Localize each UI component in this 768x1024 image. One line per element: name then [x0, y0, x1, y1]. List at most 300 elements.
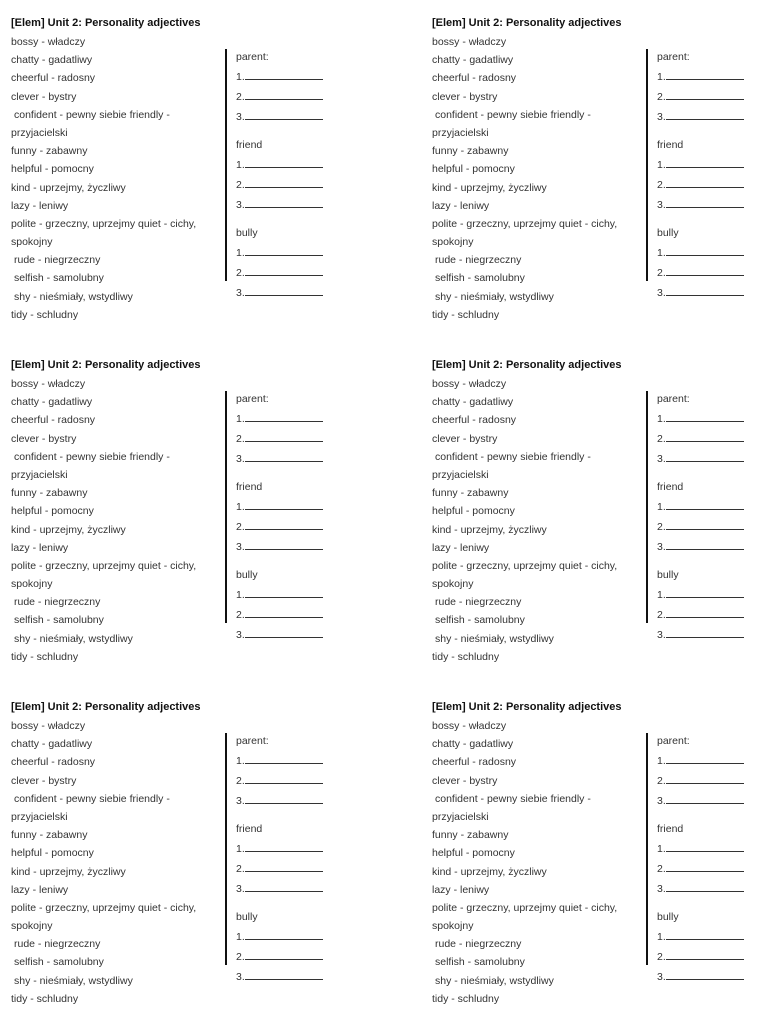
answer-number: 2. — [236, 951, 245, 963]
answer-line[interactable] — [245, 607, 323, 618]
answer-number: 1. — [657, 843, 666, 855]
answer-number: 1. — [236, 413, 245, 425]
answer-blank[interactable] — [657, 969, 757, 989]
answer-number: 2. — [657, 609, 666, 621]
vocabulary-item: kind - uprzejmy, życzliwy — [11, 181, 126, 194]
vocabulary-item: przyjacielski — [11, 468, 68, 481]
answer-number: 2. — [657, 267, 666, 279]
vocabulary-item: bossy - władczy — [11, 720, 86, 732]
vocabulary-list — [11, 15, 229, 324]
vocabulary-item: lazy - leniwy — [11, 541, 69, 554]
category-label: friend — [236, 481, 263, 493]
category-label: friend — [657, 139, 684, 151]
answer-number: 1. — [236, 843, 245, 855]
answer-blank[interactable] — [236, 411, 336, 431]
vocabulary-item: funny - zabawny — [432, 829, 509, 842]
answer-blank[interactable] — [236, 89, 336, 109]
vocabulary-item: rude - niegrzeczny — [14, 254, 101, 267]
answer-line[interactable] — [245, 411, 323, 422]
vocabulary-item: polite - grzeczny, uprzejmy quiet - cichy, — [11, 901, 197, 914]
answer-number: 1. — [657, 159, 666, 171]
answer-number: 3. — [657, 111, 666, 123]
answer-blank[interactable] — [657, 177, 757, 197]
answer-number: 1. — [657, 931, 666, 943]
answer-section — [657, 49, 757, 305]
vocabulary-item: bossy - władczy — [432, 720, 507, 732]
answer-line[interactable] — [666, 499, 744, 510]
vocabulary-item: helpful - pomocny — [432, 847, 515, 860]
vocabulary-item: przyjacielski — [11, 126, 68, 139]
vocabulary-item: rude - niegrzeczny — [435, 938, 522, 951]
answer-blank[interactable] — [657, 89, 757, 109]
answer-blank[interactable] — [657, 519, 757, 539]
answer-number: 2. — [657, 433, 666, 445]
answer-blank[interactable] — [657, 451, 757, 471]
vocabulary-item: lazy - leniwy — [432, 199, 490, 212]
answer-number: 2. — [657, 863, 666, 875]
answer-number: 3. — [236, 287, 245, 299]
divider-line — [225, 391, 227, 623]
answer-number: 1. — [236, 247, 245, 259]
answer-number: 3. — [236, 629, 245, 641]
vocabulary-item: confident - pewny siebie friendly - — [435, 792, 591, 805]
vocabulary-item: shy - nieśmiały, wstydliwy — [14, 290, 133, 303]
category-label: bully — [657, 569, 679, 581]
answer-number: 2. — [236, 863, 245, 875]
answer-line[interactable] — [245, 793, 323, 804]
vocabulary-item: lazy - leniwy — [11, 199, 69, 212]
vocabulary-item: kind - uprzejmy, życzliwy — [432, 523, 547, 536]
answer-line[interactable] — [666, 69, 744, 80]
answer-blank[interactable] — [657, 861, 757, 881]
vocabulary-item: clever - bystry — [11, 774, 77, 787]
answer-blank[interactable] — [657, 285, 757, 305]
vocabulary-list — [11, 699, 229, 1008]
answer-blank[interactable] — [657, 411, 757, 431]
answer-number: 2. — [657, 775, 666, 787]
answer-number: 2. — [236, 179, 245, 191]
answer-blank[interactable] — [236, 499, 336, 519]
answer-number: 1. — [657, 501, 666, 513]
answer-blank[interactable] — [236, 157, 336, 177]
vocabulary-item: polite - grzeczny, uprzejmy quiet - cichy, — [11, 217, 197, 230]
vocabulary-item: selfish - samolubny — [14, 272, 104, 285]
vocabulary-list — [432, 699, 650, 1008]
category-label: friend — [236, 139, 263, 151]
vocabulary-item: spokojny — [11, 920, 53, 933]
answer-line[interactable] — [245, 539, 323, 550]
answer-number: 2. — [236, 91, 245, 103]
answer-line[interactable] — [666, 929, 744, 940]
answer-number: 3. — [657, 541, 666, 553]
vocabulary-item: chatty - gadatliwy — [11, 54, 93, 67]
answer-number: 1. — [236, 931, 245, 943]
vocabulary-item: helpful - pomocny — [432, 163, 515, 176]
category-label: bully — [657, 911, 679, 923]
vocabulary-item: funny - zabawny — [432, 145, 509, 158]
answer-line[interactable] — [245, 157, 323, 168]
answer-section — [657, 391, 757, 647]
answer-blank[interactable] — [236, 881, 336, 901]
vocabulary-item: chatty - gadatliwy — [11, 396, 93, 409]
answer-blank[interactable] — [236, 969, 336, 989]
answer-number: 3. — [657, 883, 666, 895]
answer-line[interactable] — [666, 245, 744, 256]
answer-number: 3. — [657, 629, 666, 641]
answer-number: 3. — [657, 199, 666, 211]
answer-line[interactable] — [245, 881, 323, 892]
answer-number: 3. — [236, 541, 245, 553]
answer-number: 2. — [657, 179, 666, 191]
answer-blank[interactable] — [657, 69, 757, 89]
vocabulary-item: confident - pewny siebie friendly - — [14, 450, 170, 463]
vocabulary-item: cheerful - radosny — [11, 414, 96, 427]
category-label: parent: — [236, 51, 269, 63]
answer-blank[interactable] — [236, 627, 336, 647]
answer-number: 1. — [657, 247, 666, 259]
vocabulary-item: rude - niegrzeczny — [435, 254, 522, 267]
vocabulary-item: selfish - samolubny — [435, 272, 525, 285]
vocabulary-item: bossy - władczy — [432, 378, 507, 390]
answer-blank[interactable] — [236, 949, 336, 969]
answer-line[interactable] — [245, 753, 323, 764]
answer-blank[interactable] — [657, 881, 757, 901]
vocabulary-item: spokojny — [432, 236, 474, 249]
vocabulary-item: shy - nieśmiały, wstydliwy — [14, 632, 133, 645]
worksheet-title: [Elem] Unit 2: Personality adjectives — [11, 359, 201, 371]
answer-number: 1. — [657, 413, 666, 425]
vocabulary-item: kind - uprzejmy, życzliwy — [11, 865, 126, 878]
worksheet-card — [432, 15, 768, 335]
vocabulary-item: polite - grzeczny, uprzejmy quiet - cichy, — [432, 901, 618, 914]
answer-number: 3. — [657, 971, 666, 983]
answer-line[interactable] — [666, 451, 744, 462]
vocabulary-item: cheerful - radosny — [432, 756, 517, 769]
category-label: bully — [236, 569, 258, 581]
answer-line[interactable] — [666, 539, 744, 550]
answer-number: 1. — [657, 589, 666, 601]
category-label: parent: — [657, 393, 690, 405]
answer-number: 1. — [236, 71, 245, 83]
worksheet-title: [Elem] Unit 2: Personality adjectives — [432, 701, 622, 713]
answer-number: 3. — [236, 111, 245, 123]
vocabulary-item: tidy - schludny — [11, 992, 79, 1005]
answer-blank[interactable] — [236, 519, 336, 539]
answer-line[interactable] — [245, 89, 323, 100]
answer-section — [236, 391, 336, 647]
vocabulary-item: helpful - pomocny — [11, 505, 94, 518]
answer-line[interactable] — [245, 587, 323, 598]
category-label: parent: — [657, 735, 690, 747]
vocabulary-item: clever - bystry — [432, 90, 498, 103]
answer-line[interactable] — [245, 773, 323, 784]
answer-blank[interactable] — [657, 929, 757, 949]
vocabulary-item: helpful - pomocny — [11, 847, 94, 860]
answer-blank[interactable] — [657, 753, 757, 773]
vocabulary-item: shy - nieśmiały, wstydliwy — [435, 632, 554, 645]
answer-number: 1. — [657, 71, 666, 83]
vocabulary-item: przyjacielski — [432, 126, 489, 139]
worksheet-card — [11, 699, 391, 1019]
category-label: bully — [236, 911, 258, 923]
vocabulary-item: rude - niegrzeczny — [14, 596, 101, 609]
answer-line[interactable] — [666, 587, 744, 598]
answer-blank[interactable] — [236, 587, 336, 607]
vocabulary-item: funny - zabawny — [432, 487, 509, 500]
answer-blank[interactable] — [236, 245, 336, 265]
vocabulary-item: funny - zabawny — [11, 829, 88, 842]
vocabulary-item: shy - nieśmiały, wstydliwy — [14, 974, 133, 987]
answer-line[interactable] — [666, 607, 744, 618]
vocabulary-item: tidy - schludny — [11, 650, 79, 663]
answer-line[interactable] — [245, 969, 323, 980]
answer-line[interactable] — [245, 499, 323, 510]
answer-blank[interactable] — [657, 793, 757, 813]
vocabulary-item: spokojny — [11, 578, 53, 591]
answer-blank[interactable] — [657, 265, 757, 285]
answer-line[interactable] — [666, 861, 744, 872]
answer-blank[interactable] — [236, 197, 336, 217]
answer-blank[interactable] — [657, 197, 757, 217]
answer-blank[interactable] — [236, 861, 336, 881]
answer-number: 3. — [657, 287, 666, 299]
worksheet-card — [432, 699, 768, 1019]
vocabulary-item: polite - grzeczny, uprzejmy quiet - cichy, — [11, 559, 197, 572]
answer-number: 2. — [236, 267, 245, 279]
answer-number: 2. — [657, 91, 666, 103]
vocabulary-item: chatty - gadatliwy — [432, 396, 514, 409]
answer-blank[interactable] — [236, 929, 336, 949]
vocabulary-item: spokojny — [432, 920, 474, 933]
answer-blank[interactable] — [657, 109, 757, 129]
vocabulary-item: helpful - pomocny — [11, 163, 94, 176]
answer-line[interactable] — [666, 773, 744, 784]
category-label: parent: — [657, 51, 690, 63]
answer-number: 3. — [236, 971, 245, 983]
vocabulary-item: clever - bystry — [11, 432, 77, 445]
vocabulary-item: clever - bystry — [432, 432, 498, 445]
answer-blank[interactable] — [236, 793, 336, 813]
worksheet-title: [Elem] Unit 2: Personality adjectives — [432, 17, 622, 29]
vocabulary-list — [432, 357, 650, 666]
vocabulary-item: selfish - samolubny — [14, 614, 104, 627]
answer-number: 3. — [236, 883, 245, 895]
category-label: bully — [657, 227, 679, 239]
divider-line — [646, 733, 648, 965]
answer-line[interactable] — [245, 861, 323, 872]
answer-line[interactable] — [245, 197, 323, 208]
vocabulary-item: bossy - władczy — [11, 36, 86, 48]
vocabulary-item: rude - niegrzeczny — [14, 938, 101, 951]
vocabulary-item: lazy - leniwy — [432, 541, 490, 554]
answer-number: 2. — [657, 951, 666, 963]
divider-line — [225, 733, 227, 965]
answer-blank[interactable] — [657, 539, 757, 559]
vocabulary-item: tidy - schludny — [432, 992, 500, 1005]
answer-blank[interactable] — [657, 773, 757, 793]
vocabulary-item: tidy - schludny — [432, 308, 500, 321]
vocabulary-item: shy - nieśmiały, wstydliwy — [435, 290, 554, 303]
vocabulary-item: clever - bystry — [432, 774, 498, 787]
vocabulary-item: lazy - leniwy — [11, 883, 69, 896]
answer-line[interactable] — [245, 245, 323, 256]
answer-line[interactable] — [245, 841, 323, 852]
worksheet-card — [11, 357, 391, 677]
answer-blank[interactable] — [236, 753, 336, 773]
answer-line[interactable] — [666, 157, 744, 168]
answer-number: 3. — [236, 453, 245, 465]
vocabulary-item: tidy - schludny — [11, 308, 79, 321]
answer-line[interactable] — [666, 949, 744, 960]
vocabulary-item: bossy - władczy — [11, 378, 86, 390]
answer-blank[interactable] — [657, 627, 757, 647]
answer-line[interactable] — [666, 265, 744, 276]
vocabulary-item: kind - uprzejmy, życzliwy — [432, 181, 547, 194]
answer-blank[interactable] — [236, 69, 336, 89]
category-label: bully — [236, 227, 258, 239]
worksheet-title: [Elem] Unit 2: Personality adjectives — [432, 359, 622, 371]
vocabulary-item: spokojny — [11, 236, 53, 249]
answer-number: 2. — [236, 433, 245, 445]
vocabulary-item: selfish - samolubny — [435, 614, 525, 627]
divider-line — [646, 391, 648, 623]
answer-blank[interactable] — [657, 607, 757, 627]
answer-blank[interactable] — [657, 431, 757, 451]
answer-number: 2. — [657, 521, 666, 533]
answer-number: 1. — [236, 159, 245, 171]
answer-blank[interactable] — [657, 157, 757, 177]
answer-line[interactable] — [666, 89, 744, 100]
vocabulary-item: przyjacielski — [432, 468, 489, 481]
divider-line — [646, 49, 648, 281]
vocabulary-item: funny - zabawny — [11, 487, 88, 500]
answer-blank[interactable] — [657, 841, 757, 861]
vocabulary-item: funny - zabawny — [11, 145, 88, 158]
answer-blank[interactable] — [236, 265, 336, 285]
worksheet-title: [Elem] Unit 2: Personality adjectives — [11, 17, 201, 29]
vocabulary-list — [432, 15, 650, 324]
answer-blank[interactable] — [236, 177, 336, 197]
answer-blank[interactable] — [236, 431, 336, 451]
answer-line[interactable] — [666, 109, 744, 120]
answer-line[interactable] — [245, 929, 323, 940]
answer-section — [236, 49, 336, 305]
answer-number: 3. — [236, 795, 245, 807]
answer-line[interactable] — [245, 949, 323, 960]
answer-blank[interactable] — [657, 245, 757, 265]
vocabulary-item: chatty - gadatliwy — [11, 738, 93, 751]
vocabulary-item: spokojny — [432, 578, 474, 591]
vocabulary-item: przyjacielski — [11, 810, 68, 823]
answer-line[interactable] — [666, 431, 744, 442]
answer-line[interactable] — [666, 177, 744, 188]
answer-line[interactable] — [666, 197, 744, 208]
answer-line[interactable] — [245, 177, 323, 188]
vocabulary-item: shy - nieśmiały, wstydliwy — [435, 974, 554, 987]
answer-line[interactable] — [666, 841, 744, 852]
answer-number: 2. — [236, 775, 245, 787]
vocabulary-item: clever - bystry — [11, 90, 77, 103]
worksheet-card — [432, 357, 768, 677]
answer-line[interactable] — [245, 285, 323, 296]
answer-section — [236, 733, 336, 989]
vocabulary-item: confident - pewny siebie friendly - — [435, 108, 591, 121]
answer-line[interactable] — [245, 519, 323, 530]
vocabulary-item: kind - uprzejmy, życzliwy — [432, 865, 547, 878]
answer-line[interactable] — [245, 265, 323, 276]
vocabulary-item: kind - uprzejmy, życzliwy — [11, 523, 126, 536]
answer-number: 1. — [657, 755, 666, 767]
category-label: friend — [657, 823, 684, 835]
vocabulary-item: rude - niegrzeczny — [435, 596, 522, 609]
category-label: friend — [657, 481, 684, 493]
answer-line[interactable] — [245, 431, 323, 442]
vocabulary-item: cheerful - radosny — [432, 414, 517, 427]
answer-blank[interactable] — [236, 841, 336, 861]
answer-line[interactable] — [245, 69, 323, 80]
vocabulary-item: polite - grzeczny, uprzejmy quiet - cichy, — [432, 559, 618, 572]
vocabulary-item: confident - pewny siebie friendly - — [435, 450, 591, 463]
vocabulary-item: tidy - schludny — [432, 650, 500, 663]
answer-line[interactable] — [666, 753, 744, 764]
vocabulary-list — [11, 357, 229, 666]
answer-line[interactable] — [666, 793, 744, 804]
answer-line[interactable] — [245, 451, 323, 462]
answer-line[interactable] — [666, 519, 744, 530]
answer-blank[interactable] — [236, 451, 336, 471]
divider-line — [225, 49, 227, 281]
worksheet-title: [Elem] Unit 2: Personality adjectives — [11, 701, 201, 713]
answer-line[interactable] — [666, 881, 744, 892]
answer-line[interactable] — [245, 109, 323, 120]
category-label: parent: — [236, 735, 269, 747]
answer-line[interactable] — [666, 627, 744, 638]
vocabulary-item: polite - grzeczny, uprzejmy quiet - cichy, — [432, 217, 618, 230]
answer-number: 1. — [236, 589, 245, 601]
answer-number: 3. — [657, 795, 666, 807]
answer-number: 1. — [236, 755, 245, 767]
answer-number: 3. — [657, 453, 666, 465]
answer-line[interactable] — [666, 411, 744, 422]
vocabulary-item: confident - pewny siebie friendly - — [14, 108, 170, 121]
answer-line[interactable] — [666, 285, 744, 296]
answer-blank[interactable] — [236, 109, 336, 129]
worksheet-card — [11, 15, 391, 335]
answer-blank[interactable] — [657, 499, 757, 519]
answer-blank[interactable] — [236, 607, 336, 627]
vocabulary-item: przyjacielski — [432, 810, 489, 823]
answer-blank[interactable] — [236, 773, 336, 793]
vocabulary-item: cheerful - radosny — [11, 756, 96, 769]
answer-line[interactable] — [666, 969, 744, 980]
vocabulary-item: cheerful - radosny — [432, 72, 517, 85]
vocabulary-item: lazy - leniwy — [432, 883, 490, 896]
answer-number: 2. — [236, 609, 245, 621]
vocabulary-item: selfish - samolubny — [435, 956, 525, 969]
vocabulary-item: confident - pewny siebie friendly - — [14, 792, 170, 805]
answer-blank[interactable] — [657, 949, 757, 969]
answer-section — [657, 733, 757, 989]
answer-blank[interactable] — [236, 285, 336, 305]
answer-blank[interactable] — [236, 539, 336, 559]
answer-number: 2. — [236, 521, 245, 533]
answer-blank[interactable] — [657, 587, 757, 607]
vocabulary-item: helpful - pomocny — [432, 505, 515, 518]
answer-line[interactable] — [245, 627, 323, 638]
category-label: friend — [236, 823, 263, 835]
vocabulary-item: chatty - gadatliwy — [432, 738, 514, 751]
answer-number: 1. — [236, 501, 245, 513]
